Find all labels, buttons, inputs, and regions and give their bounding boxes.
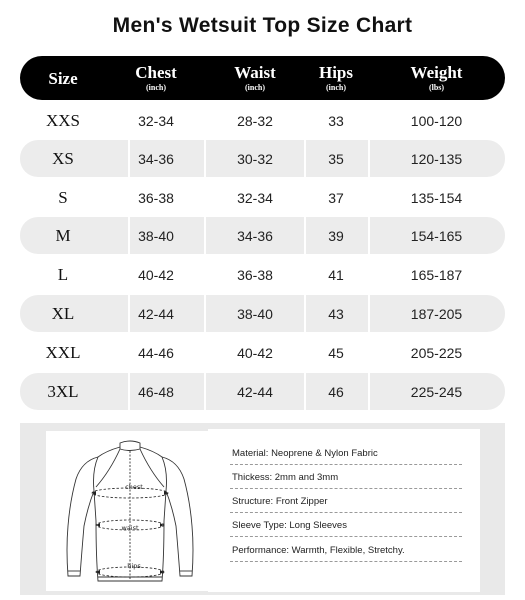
chest-cell: 36-38 — [138, 189, 174, 206]
weight-cell: 187-205 — [410, 305, 463, 322]
spec-list — [208, 429, 480, 592]
waist-cell: 32-34 — [237, 189, 273, 206]
weight-cell: 205-225 — [410, 344, 463, 361]
waist-arrow-left — [96, 523, 100, 527]
spec-performance: Performance: Warmth, Flexible, Stretchy. — [232, 545, 405, 556]
table-row — [20, 256, 505, 293]
table-row — [20, 102, 505, 139]
spec-thickness: Thickess: 2mm and 3mm — [232, 472, 339, 483]
header-waist-label: Waist — [234, 62, 276, 82]
size-cell: XL — [51, 303, 75, 323]
weight-cell: 165-187 — [410, 266, 463, 283]
table-row — [20, 217, 505, 254]
chest-cell: 44-46 — [138, 344, 174, 361]
header-chest-label: Chest — [135, 62, 177, 82]
size-cell: XS — [52, 148, 74, 168]
weight-cell: 100-120 — [410, 112, 463, 129]
table-header — [20, 56, 505, 100]
chest-cell: 34-36 — [138, 150, 174, 167]
chest-cell: 42-44 — [138, 305, 174, 322]
waist-cell: 28-32 — [237, 112, 273, 129]
weight-cell: 225-245 — [410, 383, 463, 400]
table-row — [20, 334, 505, 371]
header-waist-unit: (inch) — [245, 82, 265, 92]
table-row — [20, 295, 505, 332]
hips-cell: 43 — [328, 305, 344, 322]
size-cell: XXL — [45, 342, 81, 362]
spec-divider — [230, 488, 462, 489]
header-weight-label: Weight — [410, 62, 463, 82]
hips-cell: 46 — [328, 383, 344, 400]
header-chest — [106, 56, 206, 100]
waist-label: waist — [121, 524, 139, 532]
hips-cell: 41 — [328, 266, 344, 283]
header-weight — [368, 56, 505, 100]
hips-cell: 33 — [328, 112, 344, 129]
chest-label: chest — [125, 483, 143, 491]
weight-cell: 120-135 — [410, 150, 463, 167]
left-seam — [96, 449, 120, 487]
spec-sleeve-type: Sleeve Type: Long Sleeves — [232, 520, 347, 531]
waist-cell: 30-32 — [237, 150, 273, 167]
header-size-label: Size — [48, 68, 78, 88]
spec-material: Material: Neoprene & Nylon Fabric — [232, 448, 378, 459]
table-row — [20, 140, 505, 177]
table-row — [20, 373, 505, 410]
spec-divider — [230, 512, 462, 513]
spec-divider — [230, 464, 462, 465]
waist-cell: 38-40 — [237, 305, 273, 322]
header-size — [20, 56, 106, 100]
waist-cell: 42-44 — [237, 383, 273, 400]
chest-cell: 40-42 — [138, 266, 174, 283]
waist-cell: 34-36 — [237, 227, 273, 244]
chest-cell: 32-34 — [138, 112, 174, 129]
header-chest-unit: (inch) — [146, 82, 166, 92]
header-weight-unit: (lbs) — [428, 82, 445, 92]
size-cell: S — [58, 187, 68, 207]
header-hips-unit: (inch) — [326, 82, 346, 92]
size-cell: L — [57, 264, 69, 284]
chest-cell: 38-40 — [138, 227, 174, 244]
waist-cell: 36-38 — [237, 266, 273, 283]
hips-cell: 37 — [328, 189, 344, 206]
waist-cell: 40-42 — [237, 344, 273, 361]
hips-label: hips — [127, 562, 141, 570]
hips-cell: 45 — [328, 344, 344, 361]
size-cell: M — [55, 225, 71, 245]
measurement-figure — [46, 431, 214, 591]
size-cell: 3XL — [47, 381, 79, 401]
chest-cell: 46-48 — [138, 383, 174, 400]
spec-divider — [230, 561, 462, 562]
collar-shape — [120, 441, 140, 451]
hips-cell: 35 — [328, 150, 344, 167]
header-waist — [206, 56, 304, 100]
hips-arrow-left — [96, 570, 100, 574]
product-info-panel — [20, 423, 505, 595]
header-hips — [304, 56, 368, 100]
spec-divider — [230, 536, 462, 537]
header-hips-label: Hips — [318, 62, 354, 82]
spec-structure: Structure: Front Zipper — [232, 496, 328, 507]
size-cell: XXS — [45, 110, 80, 130]
wetsuit-top-icon — [46, 431, 214, 591]
chart-title: Men's Wetsuit Top Size Chart — [112, 14, 413, 37]
weight-cell: 135-154 — [410, 189, 463, 206]
hips-cell: 39 — [328, 227, 344, 244]
weight-cell: 154-165 — [410, 227, 463, 244]
right-seam — [140, 449, 164, 487]
size-table — [20, 56, 505, 401]
table-row — [20, 179, 505, 216]
